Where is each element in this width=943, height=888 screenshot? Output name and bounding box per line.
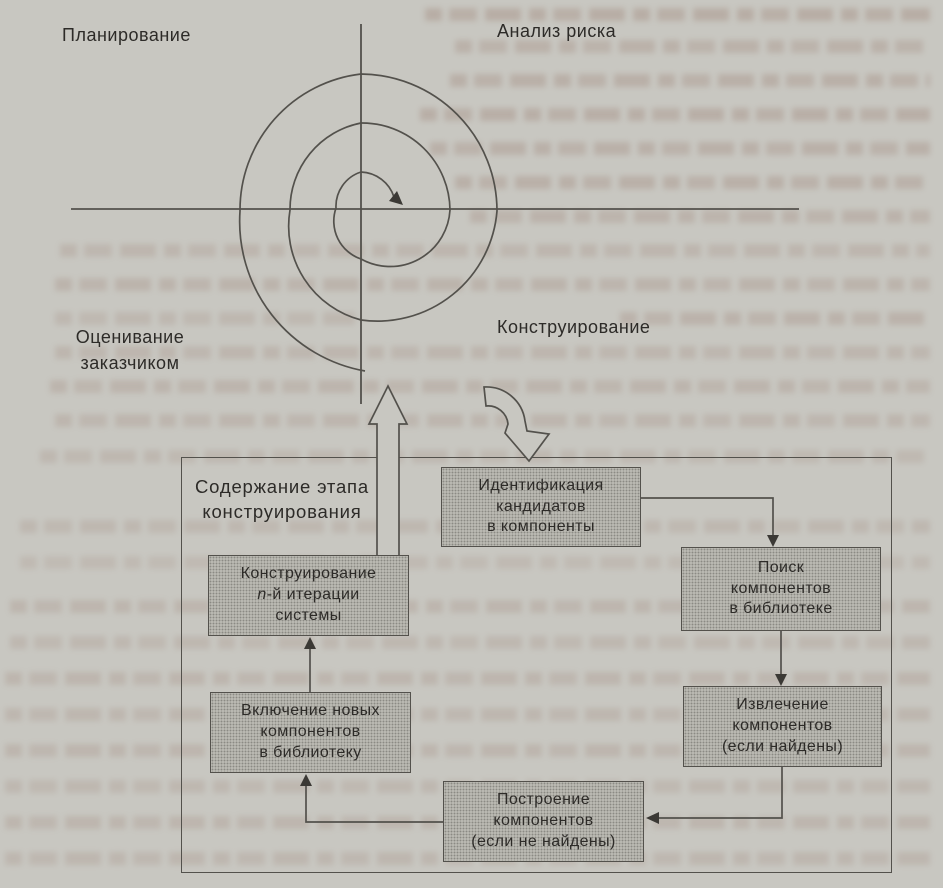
spiral-path xyxy=(240,74,497,371)
container-title-line1: Содержание этапа xyxy=(195,476,369,497)
connector-extraction-build-arrowhead xyxy=(646,812,659,824)
box-line-rest: -й итерации xyxy=(266,586,360,604)
box-line: Идентификация xyxy=(478,476,604,494)
box-component-extraction xyxy=(683,686,882,767)
box-line: в библиотеке xyxy=(729,600,833,618)
box-line: Извлечение xyxy=(736,696,829,714)
box-line: компонентов xyxy=(732,717,833,735)
quadrant-label-customer-evaluation xyxy=(50,324,210,376)
curved-down-arrow xyxy=(484,387,549,461)
quadrant-label-planning xyxy=(62,25,191,46)
quadrant-label-risk-analysis-text: Анализ риска xyxy=(497,21,617,41)
box-line: системы xyxy=(275,606,342,624)
box-line: компонентов xyxy=(730,579,832,597)
box-component-build xyxy=(443,781,644,862)
box-add-to-library xyxy=(210,692,411,773)
quadrant-label-engineering-text: Конструирование xyxy=(497,317,651,337)
spiral-arrowhead xyxy=(389,191,403,205)
box-line: Поиск xyxy=(757,558,805,576)
hollow-up-arrow xyxy=(369,386,407,557)
quadrant-label-planning-text: Планирование xyxy=(62,25,191,45)
box-line: компонентов xyxy=(493,812,594,830)
container-title-line2: конструирования xyxy=(202,501,362,522)
connector-library-iteration-arrowhead xyxy=(304,637,316,649)
quadrant-label-customer-evaluation-line2: заказчиком xyxy=(80,353,180,373)
box-component-identification xyxy=(441,467,641,547)
quadrant-label-customer-evaluation-line1: Оценивание xyxy=(75,327,185,347)
connector-extraction-build-line xyxy=(659,767,782,818)
connector-build-library-line xyxy=(306,786,443,822)
box-system-iteration-construction xyxy=(208,555,409,636)
box-line: Конструирование xyxy=(240,565,377,583)
box-line: в библиотеку xyxy=(259,743,362,761)
connector-identification-search-line xyxy=(641,498,773,536)
box-line: кандидатов xyxy=(496,497,586,515)
box-library-search xyxy=(681,547,881,631)
connector-search-extraction-arrowhead xyxy=(775,674,787,686)
box-line: в компоненты xyxy=(487,518,595,536)
connector-identification-search-arrowhead xyxy=(767,535,779,547)
box-line: Построение xyxy=(496,791,591,809)
quadrant-label-risk-analysis xyxy=(497,21,616,42)
box-line: компонентов xyxy=(260,723,361,741)
box-line: (если не найдены) xyxy=(471,832,616,850)
quadrant-label-engineering xyxy=(497,317,650,338)
box-line xyxy=(257,585,359,606)
italic-n: n xyxy=(257,586,267,604)
box-line: Включение новых xyxy=(241,702,380,720)
container-title xyxy=(182,474,382,524)
connector-build-library-arrowhead xyxy=(300,774,312,786)
box-line: (если найдены) xyxy=(721,737,844,755)
